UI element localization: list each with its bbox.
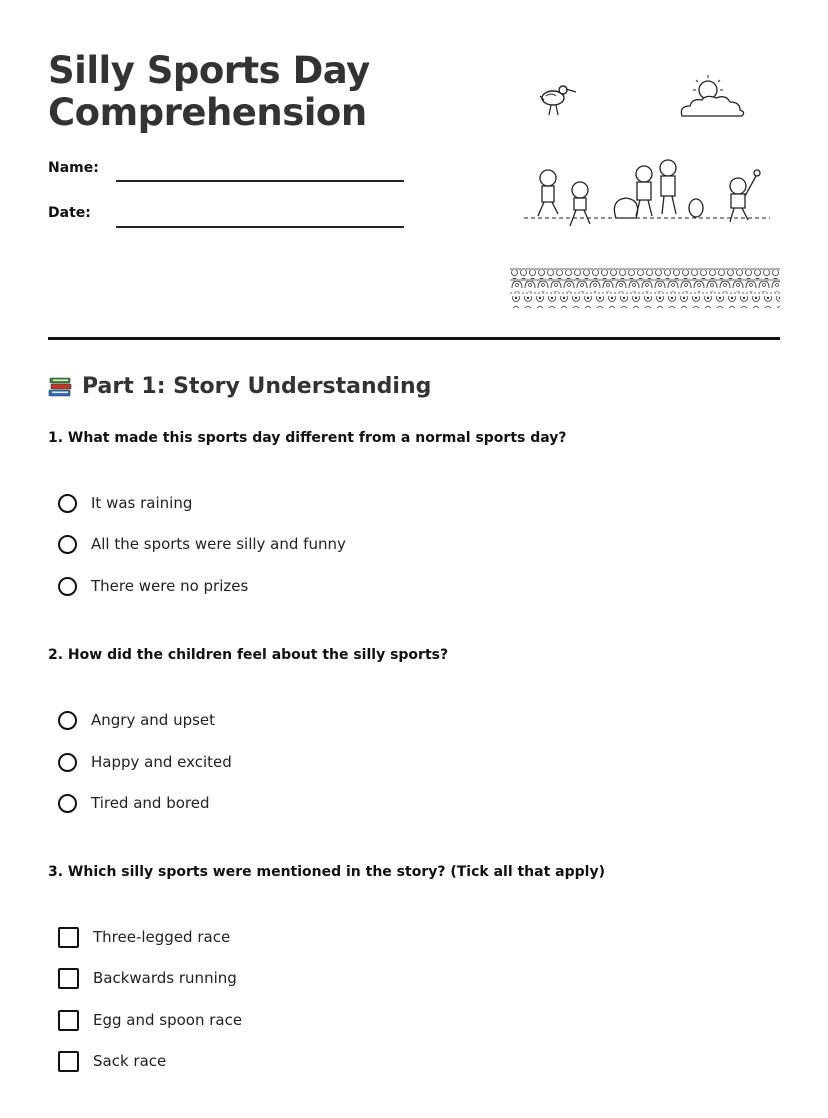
decorative-pattern-border — [510, 268, 780, 312]
option-label: Egg and spoon race — [93, 1011, 243, 1029]
checkbox[interactable] — [58, 968, 79, 989]
children-racing-illustration — [524, 158, 770, 236]
q1-option-2[interactable] — [58, 532, 346, 556]
radio-button[interactable] — [58, 535, 77, 554]
checkbox[interactable] — [58, 1010, 79, 1031]
option-label: Sack race — [93, 1052, 167, 1070]
q3-option-1[interactable] — [58, 925, 230, 949]
q2-option-3[interactable] — [58, 791, 210, 815]
option-label: Happy and excited — [91, 753, 232, 771]
option-label: Three-legged race — [93, 928, 231, 946]
radio-button[interactable] — [58, 794, 77, 813]
question-3: 3. Which silly sports were mentioned in the story? (Tick all that apply) — [48, 864, 605, 880]
option-label: All the sports were silly and funny — [91, 535, 346, 553]
date-field[interactable] — [116, 226, 404, 228]
books-icon — [48, 375, 74, 399]
q3-option-3[interactable] — [58, 1008, 242, 1032]
option-label: It was raining — [91, 494, 193, 512]
worksheet-title: Silly Sports Day Comprehension — [48, 49, 370, 134]
q1-option-1[interactable] — [58, 491, 192, 515]
part1-heading — [48, 374, 431, 399]
radio-button[interactable] — [58, 711, 77, 730]
question-1: 1. What made this sports day different from a normal sports day? — [48, 430, 567, 446]
radio-button[interactable] — [58, 577, 77, 596]
radio-button[interactable] — [58, 753, 77, 772]
q3-option-2[interactable] — [58, 966, 237, 990]
q2-option-2[interactable] — [58, 750, 232, 774]
checkbox[interactable] — [58, 1051, 79, 1072]
sun-cloud-illustration — [676, 72, 750, 122]
option-label: Tired and bored — [91, 794, 210, 812]
q2-option-1[interactable] — [58, 708, 215, 732]
radio-button[interactable] — [58, 494, 77, 513]
question-2: 2. How did the children feel about the silly sports? — [48, 647, 449, 663]
date-label: Date: — [48, 205, 91, 221]
option-label: Backwards running — [93, 969, 237, 987]
bird-illustration — [536, 80, 578, 118]
name-label: Name: — [48, 160, 99, 176]
option-label: There were no prizes — [91, 577, 249, 595]
part1-heading-text: Part 1: Story Understanding — [82, 374, 432, 399]
checkbox[interactable] — [58, 927, 79, 948]
name-field[interactable] — [116, 180, 404, 182]
option-label: Angry and upset — [91, 711, 216, 729]
q1-option-3[interactable] — [58, 574, 248, 598]
header-divider — [48, 337, 780, 340]
q3-option-4[interactable] — [58, 1049, 166, 1073]
